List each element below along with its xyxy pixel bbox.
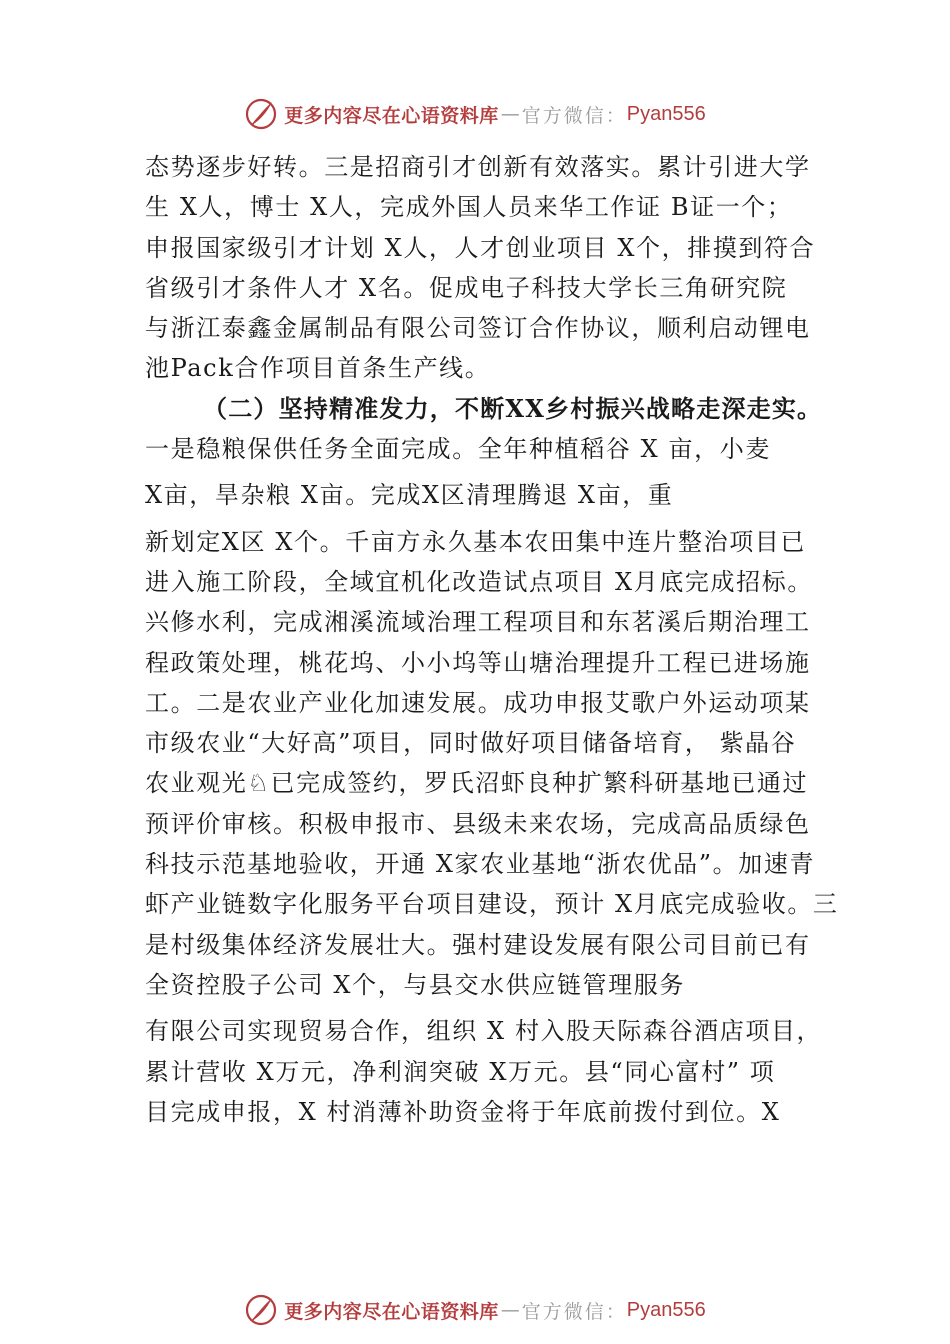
text-line: 工。二是农业产业化加速发展。成功申报艾歌户外运动项某 bbox=[145, 688, 811, 717]
text-line: 生 X人，博士 X人，完成外国人员来华工作证 B证一个； bbox=[145, 193, 793, 222]
text-line: 全资控股子公司 X个，与县交水供应链管理服务 bbox=[145, 970, 685, 999]
text-line: 累计营收 X万元，净利润突破 X万元。县“同心富村” 项 bbox=[145, 1057, 776, 1086]
text-line: 新划定X区 X个。千亩方永久基本农田集中连片整治项目已 bbox=[145, 527, 806, 556]
text-line: 态势逐步好转。三是招商引才创新有效落实。累计引进大学 bbox=[145, 153, 811, 181]
text-line: 目完成申报，X 村消薄补助资金将于年底前拨付到位。X bbox=[145, 1097, 781, 1126]
banner-dash: — bbox=[500, 1299, 520, 1321]
banner-brand-text: 更多内容尽在心语资料库 bbox=[284, 1300, 499, 1323]
quill-logo-icon bbox=[244, 97, 278, 131]
text-line: 申报国家级引才计划 X人，人才创业项目 X个，排摸到符合 bbox=[145, 233, 816, 262]
text-line: 是村级集体经济发展壮大。强村建设发展有限公司目前已有 bbox=[145, 930, 811, 959]
document-body bbox=[145, 147, 839, 1132]
quill-logo-icon bbox=[244, 1293, 278, 1327]
banner-wechat-id: Pyan556 bbox=[626, 102, 706, 125]
text-line: 兴修水利，完成湘溪流域治理工程项目和东茗溪后期治理工 bbox=[145, 608, 811, 637]
banner-wechat-id: Pyan556 bbox=[626, 1298, 706, 1321]
text-line: 预评价审核。积极申报市、县级未来农场，完成高品质绿色 bbox=[145, 809, 811, 838]
text-line: 池Pack合作项目首条生产线。 bbox=[145, 354, 491, 383]
text-line: 有限公司实现贸易合作，组织 X 村入股天际森谷酒店项目， bbox=[145, 1017, 823, 1046]
text-line: 程政策处理，桃花坞、小小坞等山塘治理提升工程已进场施 bbox=[145, 648, 811, 677]
text-line: 市级农业“大好高”项目，同时做好项目储备培育， 紫晶谷 bbox=[145, 729, 797, 758]
footer-banner bbox=[0, 1290, 950, 1330]
section-heading: （二）坚持精准发力，不断XX乡村振兴战略走深走实。 bbox=[203, 393, 823, 423]
text-line: 省级引才条件人才 X名。促成电子科技大学长三角研究院 bbox=[145, 273, 788, 302]
text-line: 与浙江泰鑫金属制品有限公司签订合作协议，顺利启动锂电 bbox=[145, 314, 811, 343]
banner-brand-text: 更多内容尽在心语资料库 bbox=[284, 104, 499, 127]
text-line: 一是稳粮保供任务全面完成。全年种植稻谷 X 亩，小麦 bbox=[145, 435, 771, 464]
banner-official-label: 官方微信： bbox=[521, 1300, 627, 1323]
header-banner bbox=[0, 94, 950, 134]
text-line: X亩，旱杂粮 X亩。完成X区清理腾退 X亩，重 bbox=[145, 481, 674, 510]
banner-official-label: 官方微信： bbox=[521, 104, 627, 127]
text-line: 虾产业链数字化服务平台项目建设，预计 X月底完成验收。三 bbox=[145, 890, 839, 919]
text-line: 进入施工阶段，全域宜机化改造试点项目 X月底完成招标。 bbox=[145, 567, 813, 596]
text-line: 科技示范基地验收，开通 X家农业基地“浙农优品”。加速青 bbox=[145, 850, 816, 879]
text-line: 农业观光♘已完成签约，罗氏沼虾良种扩繁科研基地已通过 bbox=[145, 769, 809, 798]
banner-dash: — bbox=[500, 103, 520, 125]
